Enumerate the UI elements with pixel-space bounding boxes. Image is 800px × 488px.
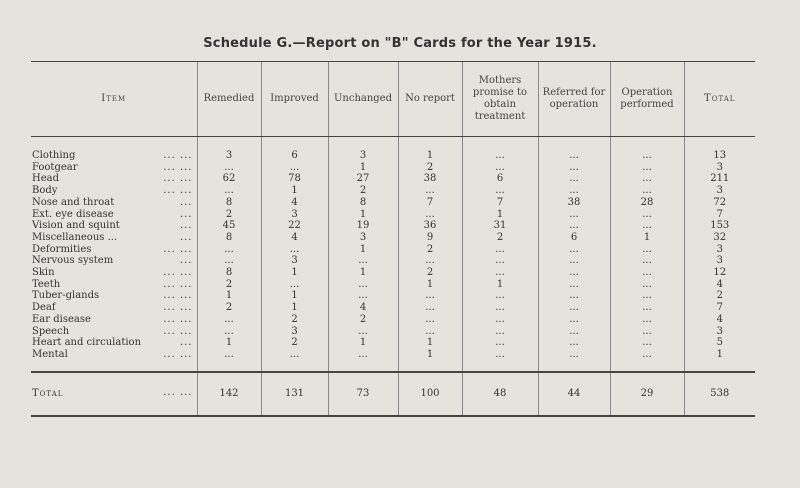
table-row	[31, 255, 755, 267]
row-item-label: Footgear	[32, 161, 78, 173]
leader-dots: ... ...	[163, 185, 193, 197]
row-item-cell	[31, 162, 197, 174]
table-cell: ...	[538, 209, 610, 221]
row-item-label: Nervous system	[32, 255, 114, 267]
table-cell: 3	[684, 326, 755, 338]
table-cell: ...	[538, 244, 610, 256]
table-cell: ...	[462, 290, 538, 302]
table-cell: 1	[261, 302, 328, 314]
table-cell: 1	[261, 267, 328, 279]
leader-dots: ...	[179, 255, 193, 267]
table-cell: 211	[684, 173, 755, 185]
leader-dots: ...	[179, 337, 193, 349]
table-cell: ...	[538, 137, 610, 162]
leader-dots: ...	[179, 220, 193, 232]
table-cell: 1	[610, 232, 684, 244]
page-title: Schedule G.—Report on "B" Cards for the Year 1915.	[203, 36, 597, 51]
table-cell: ...	[610, 290, 684, 302]
total-row	[31, 372, 755, 416]
table-cell: ...	[328, 255, 398, 267]
row-item-label: Ext. eye disease	[32, 208, 114, 220]
table-cell: ...	[462, 326, 538, 338]
table-cell: 38	[398, 173, 462, 185]
row-item-cell	[31, 255, 197, 267]
table-row	[31, 314, 755, 326]
table-cell: 32	[684, 232, 755, 244]
table-cell: ...	[261, 244, 328, 256]
table-cell: ...	[538, 326, 610, 338]
table-cell: 2	[328, 185, 398, 197]
total-cell: 142	[197, 372, 261, 416]
table-cell: ...	[197, 162, 261, 174]
total-cell: 538	[684, 372, 755, 416]
table-cell: 1	[684, 349, 755, 372]
row-item-label: Head	[32, 173, 60, 185]
row-item-cell	[31, 173, 197, 185]
table-cell: ...	[538, 255, 610, 267]
table-cell: 1	[328, 162, 398, 174]
table-cell: 2	[398, 162, 462, 174]
table-cell: ...	[610, 209, 684, 221]
table-cell: ...	[610, 302, 684, 314]
table-cell: ...	[538, 349, 610, 372]
row-item-cell	[31, 290, 197, 302]
table-cell: 2	[462, 232, 538, 244]
table-cell: ...	[261, 279, 328, 291]
table-cell: ...	[398, 185, 462, 197]
table-cell: 2	[328, 314, 398, 326]
table-cell: ...	[197, 326, 261, 338]
table-cell: 4	[684, 314, 755, 326]
table-cell: ...	[610, 279, 684, 291]
table-cell: 1	[398, 337, 462, 349]
table-cell: 6	[261, 137, 328, 162]
table-cell: 3	[197, 137, 261, 162]
table-row	[31, 220, 755, 232]
table-cell: 36	[398, 220, 462, 232]
table-cell: ...	[462, 255, 538, 267]
row-item-label: Nose and throat	[32, 196, 115, 208]
table-row	[31, 349, 755, 372]
table-cell: ...	[610, 267, 684, 279]
table-cell: ...	[462, 244, 538, 256]
table-cell: 3	[261, 326, 328, 338]
table-cell: 1	[328, 209, 398, 221]
table-cell: 3	[684, 185, 755, 197]
table-cell: 1	[328, 337, 398, 349]
column-header-referred: Referred for operation	[538, 62, 610, 137]
table-row	[31, 244, 755, 256]
row-item-cell	[31, 314, 197, 326]
table-cell: ...	[610, 220, 684, 232]
table-cell: 1	[197, 290, 261, 302]
row-item-cell	[31, 244, 197, 256]
column-header-item: Item	[31, 62, 197, 137]
table-cell: 5	[684, 337, 755, 349]
table-cell: ...	[398, 290, 462, 302]
table-cell: ...	[398, 255, 462, 267]
row-item-cell	[31, 232, 197, 244]
table-cell: 19	[328, 220, 398, 232]
column-header-no-report: No report	[398, 62, 462, 137]
table-cell: ...	[328, 290, 398, 302]
table-row	[31, 209, 755, 221]
row-item-label: Deaf	[32, 302, 56, 314]
table-cell: ...	[538, 290, 610, 302]
table-cell: ...	[610, 326, 684, 338]
leader-dots: ... ...	[163, 150, 193, 161]
table-cell: 1	[197, 337, 261, 349]
table-row	[31, 197, 755, 209]
table-cell: 45	[197, 220, 261, 232]
row-item-cell	[31, 185, 197, 197]
leader-dots: ...	[179, 208, 193, 220]
table-cell: 8	[197, 232, 261, 244]
leader-dots: ... ...	[163, 348, 193, 360]
table-cell: 3	[328, 232, 398, 244]
table-cell: 153	[684, 220, 755, 232]
table-cell: 4	[261, 197, 328, 209]
table-cell: ...	[610, 314, 684, 326]
table-cell: 2	[197, 209, 261, 221]
table-cell: ...	[398, 314, 462, 326]
row-item-cell	[31, 137, 197, 162]
table-cell: 4	[328, 302, 398, 314]
table-cell: ...	[538, 279, 610, 291]
table-cell: ...	[398, 302, 462, 314]
table-cell: 1	[261, 185, 328, 197]
table-cell: ...	[328, 326, 398, 338]
table-cell: 1	[261, 290, 328, 302]
column-header-mothers-promise: Mothers promise to obtain treatment	[462, 62, 538, 137]
table-cell: ...	[462, 314, 538, 326]
table-cell: ...	[610, 337, 684, 349]
table-cell: 1	[462, 209, 538, 221]
table-cell: ...	[197, 255, 261, 267]
table-cell: 1	[398, 279, 462, 291]
total-cell: 73	[328, 372, 398, 416]
table-row	[31, 279, 755, 291]
leader-dots: ... ...	[163, 161, 193, 173]
column-header-remedied: Remedied	[197, 62, 261, 137]
table-cell: ...	[197, 185, 261, 197]
table-cell: ...	[261, 162, 328, 174]
table-cell: 27	[328, 173, 398, 185]
leader-dots: ... ...	[163, 386, 193, 398]
table-cell: ...	[328, 279, 398, 291]
table-cell: 3	[328, 137, 398, 162]
table-cell: ...	[462, 302, 538, 314]
table-cell: 8	[328, 197, 398, 209]
leader-dots: ... ...	[163, 290, 193, 302]
leader-dots: ...	[179, 231, 193, 243]
table-cell: 3	[261, 255, 328, 267]
total-cell: 29	[610, 372, 684, 416]
total-label: Total	[32, 388, 64, 400]
table-cell: 8	[197, 267, 261, 279]
table-cell: ...	[538, 337, 610, 349]
row-item-cell	[31, 209, 197, 221]
table-cell: ...	[610, 137, 684, 162]
table-cell: 1	[328, 267, 398, 279]
table-cell: 62	[197, 173, 261, 185]
table-cell: 22	[261, 220, 328, 232]
table-row	[31, 137, 755, 162]
table-cell: 2	[684, 290, 755, 302]
table-cell: 6	[538, 232, 610, 244]
table-cell: 1	[462, 279, 538, 291]
table-cell: 1	[398, 137, 462, 162]
table-cell: 2	[261, 314, 328, 326]
row-item-label: Teeth	[32, 278, 61, 290]
row-item-label: Heart and circulation	[32, 337, 142, 349]
table-row	[31, 232, 755, 244]
row-item-cell	[31, 220, 197, 232]
table-cell: 7	[684, 209, 755, 221]
table-cell: ...	[610, 255, 684, 267]
table-row	[31, 326, 755, 338]
table-cell: ...	[462, 137, 538, 162]
leader-dots: ... ...	[163, 278, 193, 290]
row-item-label: Clothing	[32, 150, 76, 161]
row-item-cell	[31, 326, 197, 338]
table-cell: ...	[538, 314, 610, 326]
total-row-label	[31, 372, 197, 416]
table-row	[31, 337, 755, 349]
table-cell: ...	[610, 173, 684, 185]
total-cell: 100	[398, 372, 462, 416]
table-cell: ...	[610, 185, 684, 197]
table-cell: 78	[261, 173, 328, 185]
column-header-operation-performed: Operation performed	[610, 62, 684, 137]
table-row	[31, 185, 755, 197]
leader-dots: ... ...	[163, 173, 193, 185]
table-cell: 3	[261, 209, 328, 221]
total-cell: 44	[538, 372, 610, 416]
table-cell: ...	[538, 267, 610, 279]
leader-dots: ... ...	[163, 313, 193, 325]
table-cell: 28	[610, 197, 684, 209]
table-row	[31, 162, 755, 174]
table-row	[31, 173, 755, 185]
table-cell: ...	[462, 162, 538, 174]
leader-dots: ... ...	[163, 243, 193, 255]
table-cell: ...	[197, 349, 261, 372]
table-cell: ...	[462, 349, 538, 372]
table-cell: 12	[684, 267, 755, 279]
row-item-label: Body	[32, 185, 58, 197]
column-header-unchanged: Unchanged	[328, 62, 398, 137]
table-cell: ...	[538, 302, 610, 314]
table-cell: 7	[462, 197, 538, 209]
table-cell: ...	[610, 162, 684, 174]
header-row	[31, 62, 755, 137]
row-item-cell	[31, 197, 197, 209]
table-cell: ...	[462, 185, 538, 197]
table-cell: 1	[398, 349, 462, 372]
leader-dots: ... ...	[163, 267, 193, 279]
table-cell: 3	[684, 255, 755, 267]
table-cell: 7	[398, 197, 462, 209]
table-cell: 9	[398, 232, 462, 244]
table-cell: 8	[197, 197, 261, 209]
leader-dots: ... ...	[163, 302, 193, 314]
row-item-cell	[31, 267, 197, 279]
total-cell: 131	[261, 372, 328, 416]
table-cell: ...	[328, 349, 398, 372]
column-header-total: Total	[684, 62, 755, 137]
report-table	[31, 61, 755, 417]
table-cell: ...	[197, 244, 261, 256]
row-item-label: Skin	[32, 267, 55, 279]
row-item-cell	[31, 337, 197, 349]
table-cell: ...	[462, 267, 538, 279]
row-item-label: Speech	[32, 325, 70, 337]
table-cell: 3	[684, 244, 755, 256]
row-item-label: Miscellaneous ...	[32, 231, 118, 243]
leader-dots: ... ...	[163, 325, 193, 337]
table-row	[31, 302, 755, 314]
table-body	[31, 137, 755, 372]
table-cell: 2	[197, 279, 261, 291]
table-cell: ...	[538, 185, 610, 197]
table-cell: ...	[462, 337, 538, 349]
row-item-label: Deformities	[32, 243, 92, 255]
table-cell: 2	[261, 337, 328, 349]
table-cell: 13	[684, 137, 755, 162]
table-cell: ...	[538, 173, 610, 185]
table-cell: 7	[684, 302, 755, 314]
table-cell: ...	[538, 220, 610, 232]
table-cell: 31	[462, 220, 538, 232]
table-cell: 1	[328, 244, 398, 256]
row-item-cell	[31, 279, 197, 291]
table-cell: ...	[197, 314, 261, 326]
table-cell: 72	[684, 197, 755, 209]
table-row	[31, 290, 755, 302]
column-header-improved: Improved	[261, 62, 328, 137]
table-cell: 2	[398, 244, 462, 256]
table-cell: ...	[261, 349, 328, 372]
row-item-cell	[31, 302, 197, 314]
leader-dots: ...	[179, 196, 193, 208]
row-item-label: Vision and squint	[32, 220, 120, 232]
table-cell: 6	[462, 173, 538, 185]
table-cell: 3	[684, 162, 755, 174]
table-cell: 2	[398, 267, 462, 279]
row-item-label: Mental	[32, 348, 68, 360]
table-cell: ...	[610, 244, 684, 256]
row-item-cell	[31, 349, 197, 372]
table-cell: 4	[261, 232, 328, 244]
table-cell: ...	[538, 162, 610, 174]
table-cell: ...	[610, 349, 684, 372]
table-row	[31, 267, 755, 279]
table-cell: ...	[398, 209, 462, 221]
table-cell: ...	[398, 326, 462, 338]
table-cell: 4	[684, 279, 755, 291]
table-cell: 2	[197, 302, 261, 314]
row-item-label: Tuber-glands	[32, 290, 100, 302]
table-cell: 38	[538, 197, 610, 209]
total-cell: 48	[462, 372, 538, 416]
row-item-label: Ear disease	[32, 313, 91, 325]
